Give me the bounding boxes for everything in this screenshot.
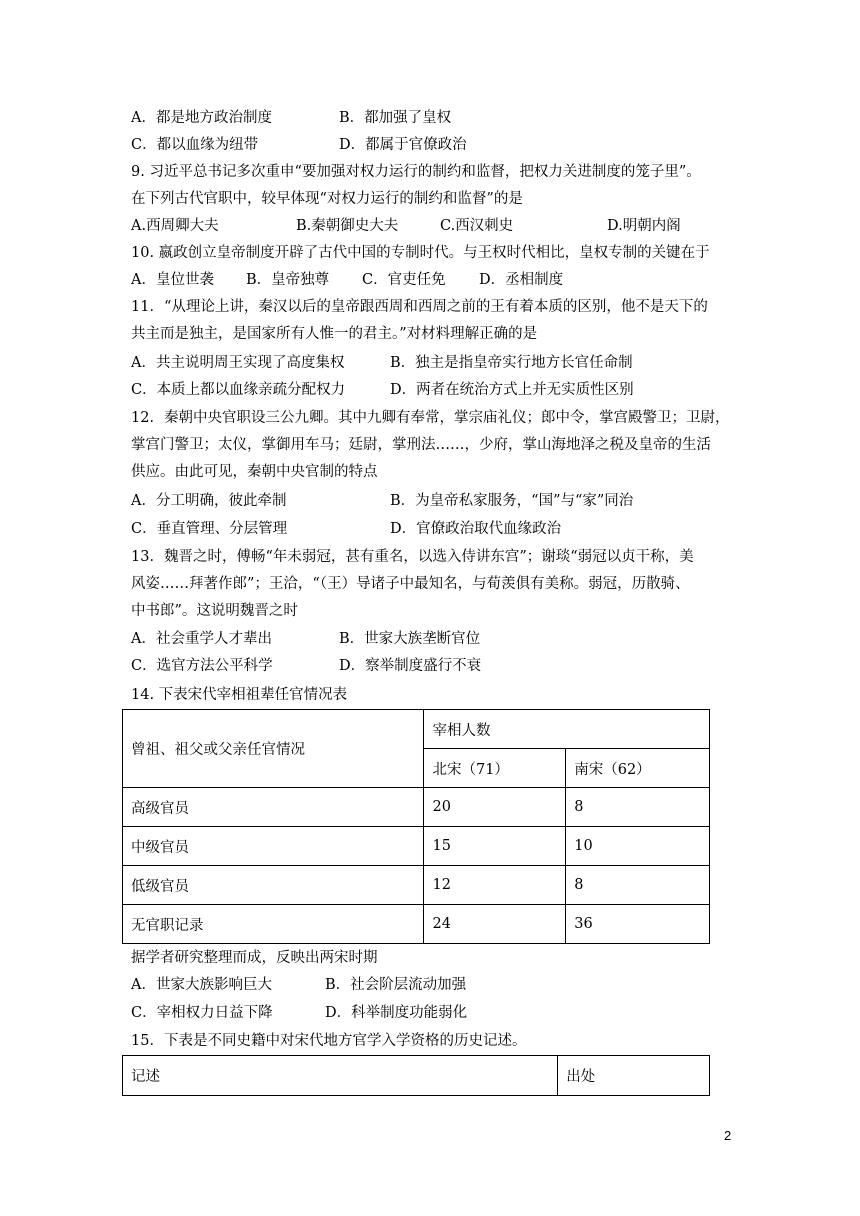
table-row (123, 827, 710, 866)
q14-cell: 无官职记录 (123, 905, 424, 944)
q14-cell: 24 (424, 905, 566, 944)
q14-row-header: 曾祖、祖父或父亲任官情况 (123, 710, 424, 788)
q11-stem-line2: 共主而是独主，是国家所有人惟一的君主。”对材料理解正确的是 (131, 326, 538, 342)
q14-option-b: B．社会阶层流动加强 (325, 977, 467, 993)
q14-col-north-song: 北宋（71） (424, 749, 566, 788)
q12-option-b: B．为皇帝私家服务，“国”与“家”同治 (390, 493, 634, 509)
q13-option-c: C．选官方法公平科学 (131, 658, 273, 674)
q14-cell: 10 (566, 827, 710, 866)
q13-option-b: B．世家大族垄断官位 (339, 631, 481, 647)
q9-option-c: C.西汉刺史 (440, 218, 514, 234)
q13-stem-line3: 中书郎”。这说明魏晋之时 (131, 603, 298, 619)
q10-option-b: B．皇帝独尊 (246, 272, 330, 288)
q15-col-record: 记述 (123, 1056, 558, 1096)
q15-stem-line1: 15．下表是不同史籍中对宋代地方官学入学资格的历史记述。 (131, 1033, 527, 1049)
q14-cell: 36 (566, 905, 710, 944)
q10-stem-line1: 10. 嬴政创立皇帝制度开辟了古代中国的专制时代。与王权时代相比，皇权专制的关键在于 (131, 245, 710, 261)
q14-cell: 20 (424, 788, 566, 827)
q11-option-d: D．两者在统治方式上并无实质性区别 (390, 382, 634, 398)
q12-option-d: D．官僚政治取代血缘政治 (390, 521, 562, 537)
table-row (123, 866, 710, 905)
q14-group-header: 宰相人数 (424, 710, 710, 749)
q14-option-a: A．世家大族影响巨大 (131, 977, 272, 993)
q12-option-a: A．分工明确，彼此牵制 (131, 493, 287, 509)
q13-option-a: A．社会重学人才辈出 (131, 631, 272, 647)
q9-stem-line1: 9. 习近平总书记多次重申“要加强对权力运行的制约和监督，把权力关进制度的笼子里”。 (131, 164, 701, 180)
page-number: 2 (724, 1128, 732, 1143)
q15-col-source: 出处 (558, 1056, 710, 1096)
q10-option-d: D．丞相制度 (479, 272, 564, 288)
q14-table (122, 709, 710, 944)
q8-option-c: C．都以血缘为纽带 (131, 137, 259, 153)
q10-option-c: C．官吏任免 (362, 272, 446, 288)
q9-stem-line2: 在下列古代官职中，较早体现“对权力运行的制约和监督”的是 (131, 191, 523, 207)
q14-option-d: D．科举制度功能弱化 (325, 1005, 468, 1021)
q14-cell: 15 (424, 827, 566, 866)
q12-stem-line3: 供应。由此可见，秦朝中央官制的特点 (131, 464, 378, 480)
q13-stem-line1: 13．魏晋之时，傅畅“年未弱冠，甚有重名，以选入侍讲东宫”；谢琰“弱冠以贞干称，美 (131, 549, 694, 565)
q11-stem-line1: 11．“从理论上讲，秦汉以后的皇帝跟西周和西周之前的王有着本质的区别，他不是天下的 (131, 299, 708, 315)
q14-cell: 8 (566, 866, 710, 905)
q11-option-b: B．独主是指皇帝实行地方长官任命制 (390, 355, 633, 371)
q15-table (122, 1055, 710, 1096)
q14-table-note: 据学者研究整理而成，反映出两宋时期 (131, 950, 378, 966)
q13-option-d: D．察举制度盛行不衰 (339, 658, 482, 674)
table-row (123, 788, 710, 827)
q11-option-a: A．共主说明周王实现了高度集权 (131, 355, 345, 371)
q8-option-a: A．都是地方政治制度 (131, 110, 272, 126)
q9-option-d: D.明朝内阁 (607, 218, 681, 234)
q12-option-c: C．垂直管理、分层管理 (131, 521, 288, 537)
q14-stem-line1: 14. 下表宋代宰相祖辈任官情况表 (131, 687, 348, 703)
q9-option-a: A.西周卿大夫 (131, 218, 219, 234)
q14-cell: 中级官员 (123, 827, 424, 866)
q14-cell: 低级官员 (123, 866, 424, 905)
q14-cell: 8 (566, 788, 710, 827)
table-row (123, 905, 710, 944)
q10-option-a: A．皇位世袭 (131, 272, 214, 288)
q14-option-c: C．宰相权力日益下降 (131, 1005, 273, 1021)
q14-cell: 12 (424, 866, 566, 905)
q12-stem-line1: 12．秦朝中央官职设三公九卿。其中九卿有奉常，掌宗庙礼仪；郎中令，掌宫殿警卫；卫尉， (131, 410, 730, 426)
q14-col-south-song: 南宋（62） (566, 749, 710, 788)
q14-cell: 高级官员 (123, 788, 424, 827)
q11-option-c: C．本质上都以血缘亲疏分配权力 (131, 382, 346, 398)
q12-stem-line2: 掌宫门警卫；太仪，掌御用车马；廷尉，掌刑法……，少府，掌山海地泽之税及皇帝的生活 (131, 437, 711, 453)
q9-option-b: B.秦朝御史大夫 (296, 218, 399, 234)
q8-option-d: D．都属于官僚政治 (339, 137, 467, 153)
q13-stem-line2: 风姿……拜著作郎”；王洽，“（王）导诸子中最知名，与荀羡俱有美称。弱冠，历散骑、 (131, 576, 690, 592)
q8-option-b: B．都加强了皇权 (339, 110, 452, 126)
